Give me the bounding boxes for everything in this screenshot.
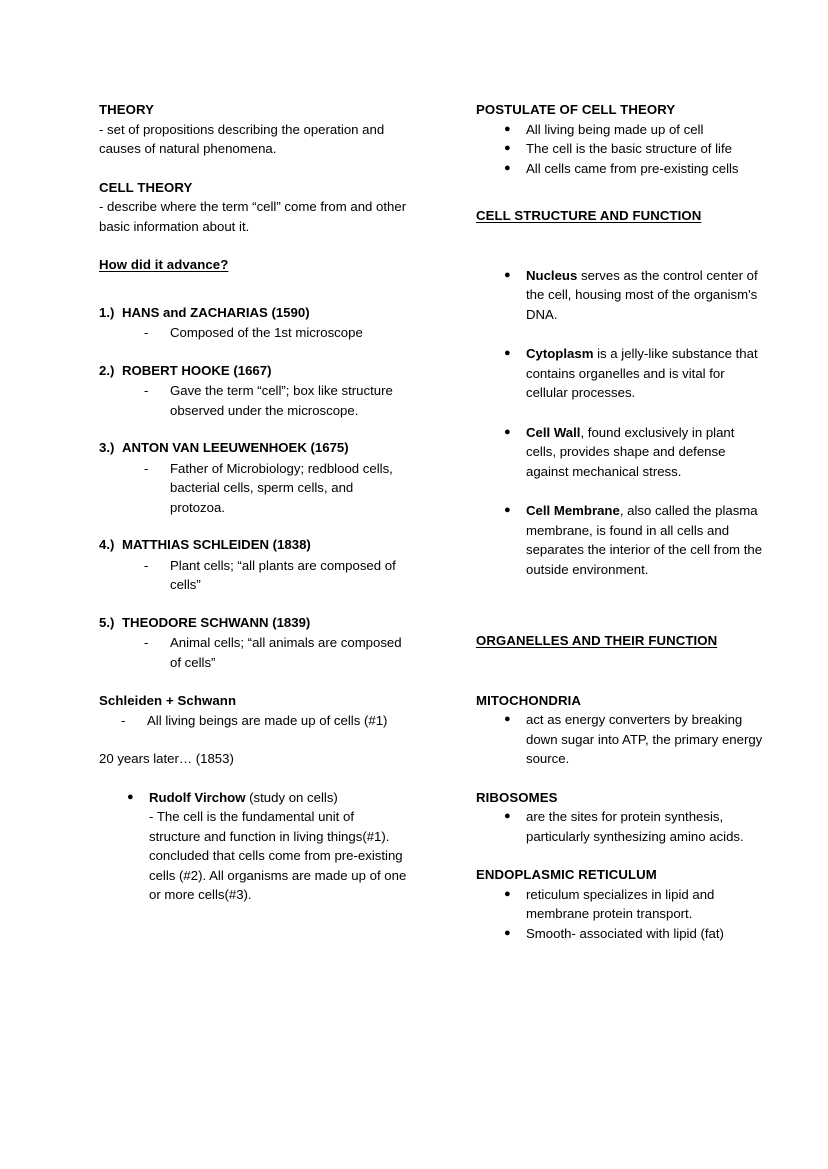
scientist-detail-text: Animal cells; “all animals are composed of cells” xyxy=(170,635,402,670)
how-did-it-advance-heading: How did it advance? xyxy=(99,257,229,272)
spacer xyxy=(476,846,768,865)
spacer xyxy=(476,651,768,691)
organelle-function-text: Smooth- associated with lipid (fat) xyxy=(526,925,724,941)
organelle-function-text: reticulum specializes in lipid and membrane protein transport. xyxy=(526,886,715,921)
organelle-name: RIBOSOMES xyxy=(476,789,558,805)
dash-marker: - xyxy=(144,635,149,650)
list-marker: 2.) xyxy=(99,362,115,378)
structure-description: is a jelly-like substance that contains organelles and is vital for cellular processes. xyxy=(526,346,758,400)
cell-structure-list xyxy=(476,266,768,580)
list-item xyxy=(99,438,408,517)
scientists-list xyxy=(99,303,408,673)
cell-structure-heading: CELL STRUCTURE AND FUNCTION xyxy=(476,208,702,223)
list-item xyxy=(99,613,408,673)
scientist-detail xyxy=(122,556,408,595)
spacer xyxy=(476,226,768,266)
organelle-group-ribosomes xyxy=(476,788,768,847)
list-item xyxy=(99,303,408,343)
list-item xyxy=(476,344,768,403)
organelle-name: MITOCHONDRIA xyxy=(476,692,581,708)
spacer xyxy=(99,236,408,255)
spacer xyxy=(99,275,408,303)
dash-marker: - xyxy=(144,460,149,476)
list-item xyxy=(476,501,768,579)
spacer xyxy=(476,178,768,206)
list-item xyxy=(476,423,768,482)
how-did-it-advance-heading-wrap xyxy=(99,255,408,275)
list-item xyxy=(476,120,768,140)
scientist-detail xyxy=(122,381,408,420)
bullet-dot-icon: ● xyxy=(504,122,511,135)
postulate-list xyxy=(476,120,768,179)
two-column-layout xyxy=(0,100,828,943)
bullet-dot-icon: ● xyxy=(504,810,511,822)
scientist-detail-text: Composed of the 1st microscope xyxy=(170,325,363,340)
left-column xyxy=(0,100,438,905)
theory-body: - set of propositions describing the operation and causes of natural phenomena. xyxy=(99,121,385,156)
cell-theory-heading: CELL THEORY xyxy=(99,179,193,195)
scientist-detail-text: Gave the term “cell”; box like structure observed under the microscope. xyxy=(170,383,393,418)
list-item xyxy=(476,159,768,179)
organelle-group-mitochondria xyxy=(476,691,768,769)
theory-heading: THEORY xyxy=(99,102,155,117)
organelle-function-text: are the sites for protein synthesis, particularly synthesizing amino acids. xyxy=(526,809,744,844)
list-item xyxy=(476,924,768,944)
list-item xyxy=(476,885,768,924)
organelle-function-list xyxy=(476,710,768,769)
scientist-name: THEODORE SCHWANN (1839) xyxy=(122,614,311,630)
dash-marker: - xyxy=(144,383,149,398)
scientist-detail xyxy=(122,633,408,672)
organelle-function-list xyxy=(476,807,768,846)
bullet-dot-icon: ● xyxy=(504,713,511,725)
list-item xyxy=(476,807,768,846)
scientist-detail-text: Plant cells; “all plants are composed of cells” xyxy=(170,557,396,592)
list-marker: 4.) xyxy=(99,537,115,552)
structure-term: Cytoplasm xyxy=(526,346,594,361)
scientist-detail xyxy=(122,323,408,343)
scientist-name: MATTHIAS SCHLEIDEN (1838) xyxy=(122,537,311,552)
spacer xyxy=(99,672,408,691)
bullet-dot-icon: ● xyxy=(504,926,511,939)
scientist-detail xyxy=(122,459,408,518)
schleiden-schwann-detail xyxy=(99,711,408,731)
virchow-body: - The cell is the fundamental unit of structure and function in living things(#1). concluded that cells come from pre-existing cells (#2). All organisms are made up of one or more cells(#3). xyxy=(149,809,407,902)
organelle-name: ENDOPLASMIC RETICULUM xyxy=(476,867,657,882)
bullet-dot-icon: ● xyxy=(504,268,511,281)
organelle-function-text: act as energy converters by breaking down sugar into ATP, the primary energy source. xyxy=(526,712,763,766)
spacer xyxy=(99,159,408,178)
bullet-dot-icon: ● xyxy=(504,142,511,154)
bullet-dot-icon: ● xyxy=(127,790,134,803)
scientist-name: ROBERT HOOKE (1667) xyxy=(122,362,272,378)
cell-structure-heading-wrap xyxy=(476,206,768,226)
dash-marker: - xyxy=(144,557,149,573)
organelles-heading: ORGANELLES AND THEIR FUNCTION xyxy=(476,633,718,648)
virchow-name-suffix: (study on cells) xyxy=(245,789,338,805)
dash-marker: - xyxy=(121,712,126,728)
organelles-heading-wrap xyxy=(476,631,768,651)
scientist-name: HANS and ZACHARIAS (1590) xyxy=(122,304,310,320)
postulate-item-text: All living being made up of cell xyxy=(526,121,704,137)
list-item xyxy=(476,139,768,159)
schleiden-schwann-heading: Schleiden + Schwann xyxy=(99,693,237,708)
cell-theory-body: - describe where the term “cell” come from and other basic information about it. xyxy=(99,199,407,234)
spacer xyxy=(99,730,408,749)
spacer xyxy=(476,579,768,631)
postulate-heading: POSTULATE OF CELL THEORY xyxy=(476,102,676,117)
dash-marker: - xyxy=(144,325,149,340)
scientist-name: ANTON VAN LEEUWENHOEK (1675) xyxy=(122,440,349,455)
list-item xyxy=(99,535,408,595)
list-marker: 5.) xyxy=(99,614,115,630)
organelle-group-endoplasmic-reticulum xyxy=(476,865,768,943)
bullet-dot-icon: ● xyxy=(504,161,511,174)
twenty-years-later-line: 20 years later… (1853) xyxy=(99,751,234,766)
postulate-item-text: All cells came from pre-existing cells xyxy=(526,160,739,176)
spacer xyxy=(476,769,768,788)
spacer xyxy=(99,769,408,788)
schleiden-schwann-detail-text: All living beings are made up of cells (#1) xyxy=(147,712,388,728)
virchow-name: Rudolf Virchow xyxy=(149,789,246,805)
bullet-dot-icon: ● xyxy=(504,347,511,359)
structure-term: Cell Membrane xyxy=(526,503,620,518)
scientist-detail-text: Father of Microbiology; redblood cells, bacterial cells, sperm cells, and protozoa. xyxy=(170,460,393,515)
structure-term: Cell Wall xyxy=(526,424,581,440)
structure-description: serves as the control center of the cell, housing most of the organism's DNA. xyxy=(526,267,758,322)
structure-description: , found exclusively in plant cells, provides shape and defense against mechanical stress. xyxy=(526,424,735,479)
virchow-bullet xyxy=(99,788,408,905)
bullet-dot-icon: ● xyxy=(504,425,511,438)
list-item xyxy=(476,710,768,769)
structure-term: Nucleus xyxy=(526,267,578,283)
list-item xyxy=(476,266,768,325)
organelle-function-list xyxy=(476,885,768,944)
right-column xyxy=(438,100,828,943)
bullet-dot-icon: ● xyxy=(504,504,511,516)
structure-description: , also called the plasma membrane, is found in all cells and separates the interior of the cell from the outside environment. xyxy=(526,503,763,577)
bullet-dot-icon: ● xyxy=(504,887,511,900)
list-marker: 1.) xyxy=(99,304,115,320)
list-marker: 3.) xyxy=(99,440,115,455)
list-item xyxy=(99,361,408,421)
postulate-item-text: The cell is the basic structure of life xyxy=(526,141,732,156)
